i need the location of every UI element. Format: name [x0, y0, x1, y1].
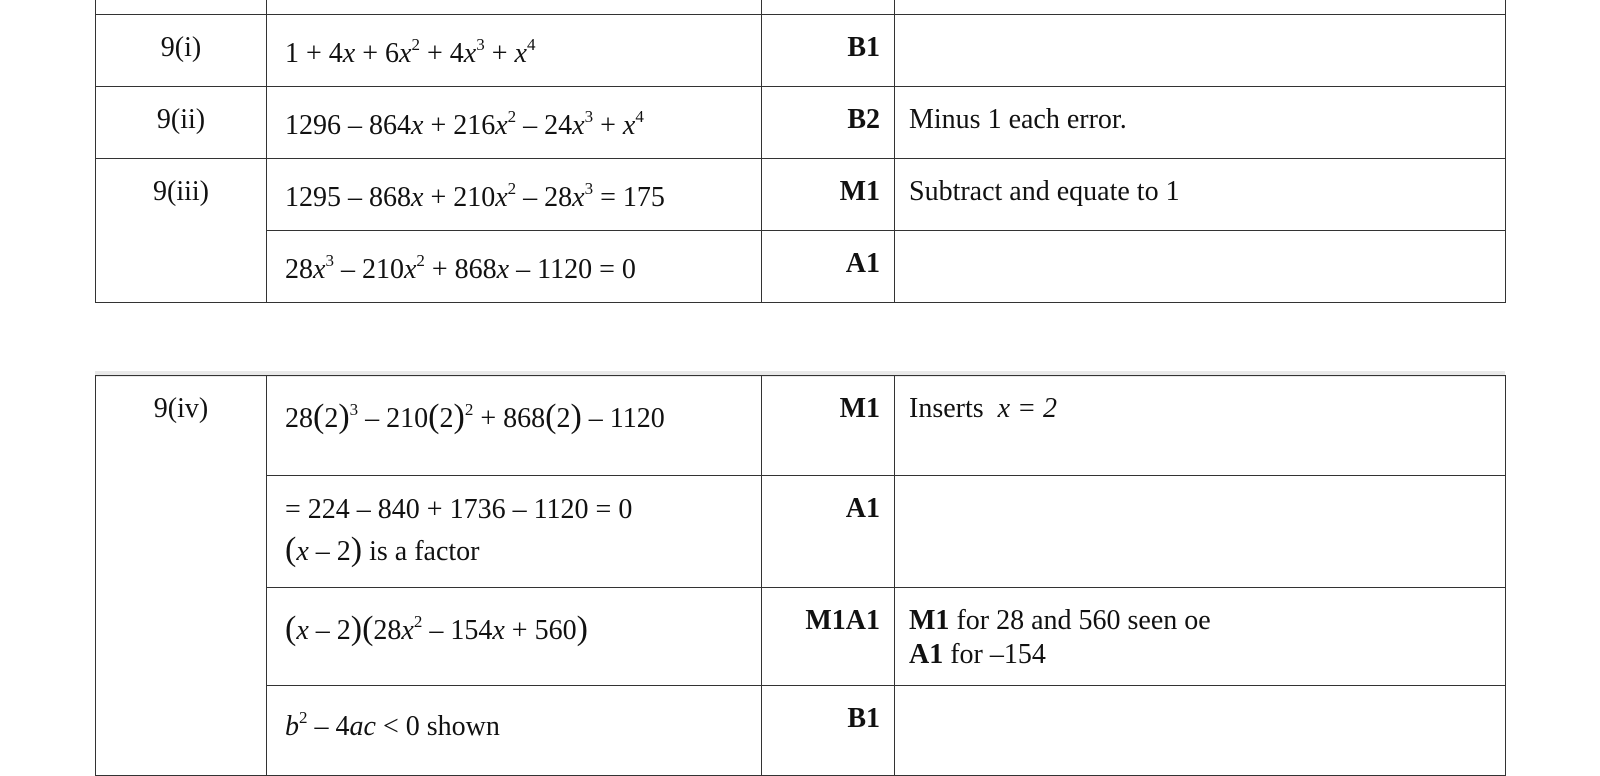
answer-cell: $28(2)^3 - 210(2)^2 + 868(2) - 1120$ — [267, 376, 762, 476]
mark-cell: B2 — [762, 87, 895, 159]
answer-suffix: shown — [419, 711, 500, 742]
mark-cell: B1 — [762, 686, 895, 776]
mark-cell: M1 — [762, 376, 895, 476]
guidance-bold: M1 — [909, 605, 950, 636]
table-row — [96, 15, 1506, 87]
guidance-cell — [895, 588, 1506, 686]
guidance-text: for 28 and 560 seen oe — [949, 605, 1211, 636]
guidance-text: for –154 — [943, 639, 1046, 670]
answer-cell: $b^2 - 4ac < 0$ shown — [267, 686, 762, 776]
question-number — [96, 231, 267, 303]
question-number: 9(iii) — [96, 159, 267, 231]
mark-cell: A1 — [762, 476, 895, 588]
guidance-bold: A1 — [909, 639, 944, 670]
answer-cell: = 224 – 840 + 1736 – 1120 = 0 (x – 2) is a factor — [267, 476, 762, 588]
mark-scheme-table-top — [95, 0, 1506, 303]
table-row — [96, 0, 1506, 15]
guidance-cell: Minus 1 each error. — [895, 87, 1506, 159]
question-number: 9(i) — [96, 15, 267, 87]
guidance-text: Inserts — [909, 393, 984, 424]
mark-cell: A1 — [762, 231, 895, 303]
table-row — [96, 476, 1506, 588]
guidance-cell — [895, 476, 1506, 588]
table-row — [96, 588, 1506, 686]
guidance-cell — [895, 686, 1506, 776]
mark-cell: M1 — [762, 159, 895, 231]
answer-line-2-suffix: is a factor — [362, 536, 480, 567]
answer-cell: $1 + 4x + 6x^2 + 4x^3 + x^4$ — [267, 15, 762, 87]
guidance-cell — [895, 231, 1506, 303]
table-row — [96, 159, 1506, 231]
answer-cell: $28x^3 - 210x^2 + 868x - 1120 = 0$ — [267, 231, 762, 303]
mark-cell: B1 — [762, 15, 895, 87]
answer-line-1: = 224 – 840 + 1736 – 1120 = 0 — [285, 494, 633, 525]
guidance-cell: Subtract and equate to 1 — [895, 159, 1506, 231]
table-row — [96, 231, 1506, 303]
answer-cell: $(x - 2)(28x^2 - 154x + 560)$ — [267, 588, 762, 686]
mark-cell: M1A1 — [762, 588, 895, 686]
answer-cell: $1295 - 868x + 210x^2 - 28x^3 = 175$ — [267, 159, 762, 231]
inserts-value: x = 2 — [997, 393, 1057, 424]
mark-scheme-table-bottom — [95, 375, 1506, 776]
table-row — [96, 87, 1506, 159]
table-row — [96, 376, 1506, 476]
table-row — [96, 686, 1506, 776]
guidance-cell — [895, 376, 1506, 476]
question-number: 9(ii) — [96, 87, 267, 159]
question-number: 9(iv) — [96, 376, 267, 476]
guidance-cell — [895, 15, 1506, 87]
answer-cell: $1296 - 864x + 216x^2 - 24x^3 + x^4$ — [267, 87, 762, 159]
